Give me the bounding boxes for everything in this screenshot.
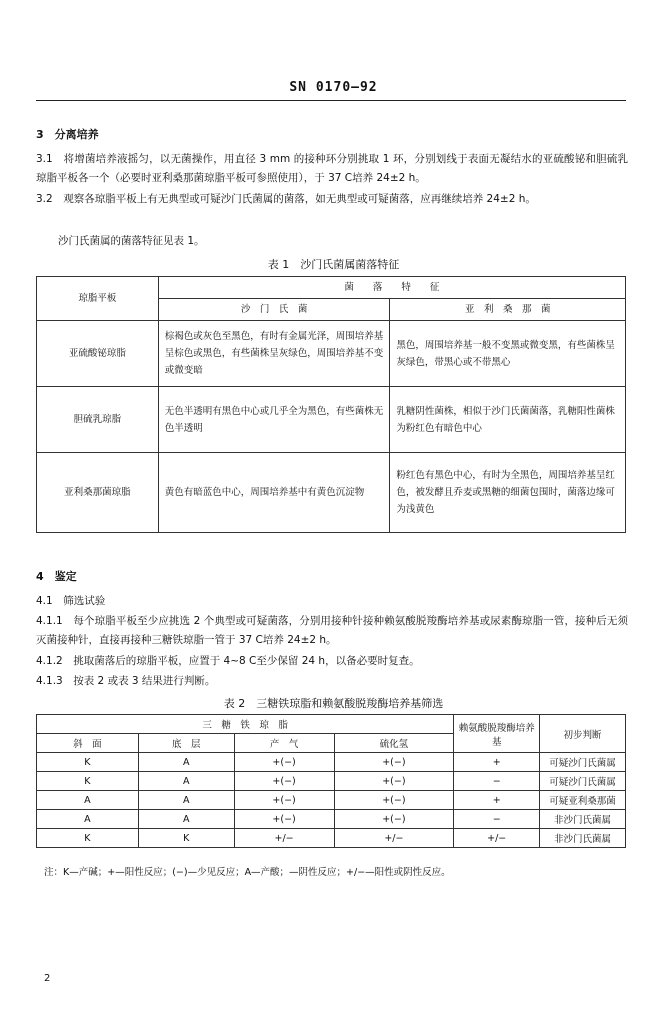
standard-code-header: SN 0170—92 <box>289 80 378 95</box>
table2-caption: 表 2 三糖铁琼脂和赖氨酸脱羧酶培养基筛选 <box>223 697 444 710</box>
section-3-heading: 3 分离培养 <box>36 128 99 141</box>
table-row <box>37 791 626 810</box>
t1-row-plate: 胆硫乳琼脂 <box>37 387 159 453</box>
table2 <box>36 714 626 848</box>
t2-h2s: +(−) <box>334 753 454 772</box>
header-rule <box>36 100 626 101</box>
t2-judgement: 可疑亚利桑那菌 <box>540 791 626 810</box>
table-row <box>37 753 626 772</box>
t2-header-judgement: 初步判断 <box>540 715 626 753</box>
t2-slant: K <box>37 829 139 848</box>
para-3-1: 3.1 将增菌培养液摇匀，以无菌操作，用直径 3 mm 的接种环分别挑取 1 环，分别划线于表面无凝结水的亚硫酸铋和胆硫乳琼脂平板各一个（必要时亚利桑那菌琼脂平板可参照使用），于 37 C培养 24±2 h。 <box>36 153 628 184</box>
t1-row-arizona: 粉红色有黑色中心，有时为全黑色，周围培养基呈红色，被发酵且乔麦或黑糖的细菌包围时，菌落边缘可为浅黄色 <box>390 453 626 533</box>
para-3-2: 3.2 观察各琼脂平板上有无典型或可疑沙门氏菌属的菌落，如无典型或可疑菌落，应再继续培养 24±2 h。 <box>36 193 536 205</box>
t2-slant: A <box>37 810 139 829</box>
t2-judgement: 可疑沙门氏菌属 <box>540 772 626 791</box>
t2-header-lysine: 赖氨酸脱羧酶培养基 <box>454 715 540 753</box>
t2-gas: +/− <box>234 829 334 848</box>
t1-row-arizona: 乳糖阴性菌株，相似于沙门氏菌菌落，乳糖阳性菌株为粉红色有暗色中心 <box>390 387 626 453</box>
t2-lysine: +/− <box>454 829 540 848</box>
t2-judgement: 可疑沙门氏菌属 <box>540 753 626 772</box>
t2-butt: K <box>138 829 234 848</box>
t2-lysine: − <box>454 772 540 791</box>
t2-lysine: + <box>454 753 540 772</box>
t2-h2s: +(−) <box>334 791 454 810</box>
t1-row-arizona: 黑色，周围培养基一般不变黑或微变黑，有些菌株呈灰绿色，带黑心或不带黑心 <box>390 321 626 387</box>
t1-row-plate: 亚利桑那菌琼脂 <box>37 453 159 533</box>
t1-header-plate: 琼脂平板 <box>37 277 159 321</box>
table2-note: 注：K—产碱；+—阳性反应；(−)—少见反应；A—产酸；—阴性反应；+/−—阳性或阴性反应。 <box>44 867 451 878</box>
para-4-1: 4.1 筛选试验 <box>36 595 106 607</box>
t2-judgement: 非沙门氏菌属 <box>540 810 626 829</box>
t2-gas: +(−) <box>234 810 334 829</box>
t2-slant: K <box>37 753 139 772</box>
para-table1-ref: 沙门氏菌属的菌落特征见表 1。 <box>58 235 205 247</box>
t2-header-gas: 产 气 <box>234 734 334 753</box>
para-4-1-1: 4.1.1 每个琼脂平板至少应挑选 2 个典型或可疑菌落，分别用接种针接种赖氨酸脱羧酶培养基或尿素酶琼脂一管，接种后无须灭菌接种针，直接再接种三糖铁琼脂一管于 37 C培养 24±2 h。 <box>36 615 628 646</box>
t2-h2s: +/− <box>334 829 454 848</box>
t2-butt: A <box>138 810 234 829</box>
t2-slant: A <box>37 791 139 810</box>
table-row <box>37 772 626 791</box>
t2-gas: +(−) <box>234 772 334 791</box>
t2-header-h2s: 硫化氢 <box>334 734 454 753</box>
para-4-1-2: 4.1.2 挑取菌落后的琼脂平板，应置于 4~8 C至少保留 24 h，以备必要时复查。 <box>36 655 420 667</box>
t1-row-salmonella: 棕褐色或灰色至黑色，有时有金属光泽，周围培养基呈棕色或黑色，有些菌株呈灰绿色，周围培养基不变或微变暗 <box>158 321 390 387</box>
table1-caption: 表 1 沙门氏菌属菌落特征 <box>267 258 400 271</box>
table-row <box>37 810 626 829</box>
para-4-1-3: 4.1.3 按表 2 或表 3 结果进行判断。 <box>36 675 216 687</box>
t2-slant: K <box>37 772 139 791</box>
t2-butt: A <box>138 753 234 772</box>
t2-lysine: − <box>454 810 540 829</box>
table1 <box>36 276 626 533</box>
t1-row-salmonella: 黄色有暗蓝色中心，周围培养基中有黄色沉淀物 <box>158 453 390 533</box>
t2-header-tsi: 三 糖 铁 琼 脂 <box>37 715 454 734</box>
t1-row-plate: 亚硫酸铋琼脂 <box>37 321 159 387</box>
t2-judgement: 非沙门氏菌属 <box>540 829 626 848</box>
t2-header-butt: 底 层 <box>138 734 234 753</box>
t2-h2s: +(−) <box>334 810 454 829</box>
t1-header-arizona: 亚 利 桑 那 菌 <box>390 299 626 321</box>
t2-h2s: +(−) <box>334 772 454 791</box>
t2-header-slant: 斜 面 <box>37 734 139 753</box>
t1-header-feature: 菌 落 特 征 <box>158 277 625 299</box>
page-number: 2 <box>44 973 51 984</box>
table-row <box>37 829 626 848</box>
t2-gas: +(−) <box>234 753 334 772</box>
t2-lysine: + <box>454 791 540 810</box>
t1-header-salmonella: 沙 门 氏 菌 <box>158 299 390 321</box>
t2-butt: A <box>138 791 234 810</box>
t2-gas: +(−) <box>234 791 334 810</box>
t2-butt: A <box>138 772 234 791</box>
t1-row-salmonella: 无色半透明有黑色中心或几乎全为黑色，有些菌株无色半透明 <box>158 387 390 453</box>
section-4-heading: 4 鉴定 <box>36 570 77 583</box>
